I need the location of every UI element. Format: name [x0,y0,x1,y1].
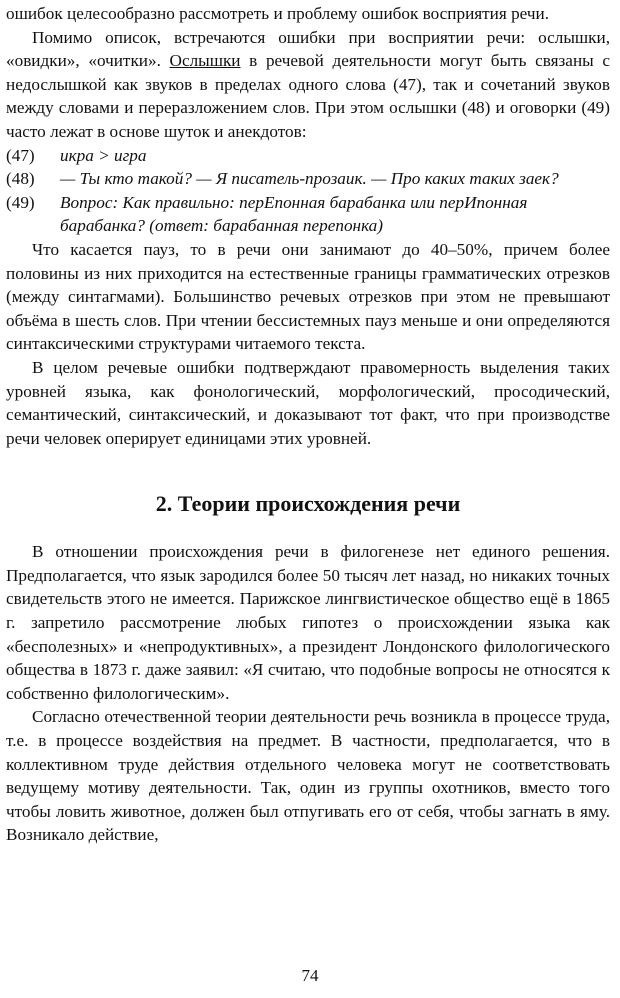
paragraph-origin: В отношении происхождения речи в филогенезе нет единого решения. Предполагается, что язык зародился более 50 тысяч лет назад, но никаких точных свидетельств этого не имеется. Парижское лингвистическое общество ещё в 1865 г. запретило рассмотрение любых гипотез о происхождении языка как «бесполезных» и «непродуктивных», а президент Лондонского филологического общества в 1873 г. даже заявил: «Я считаю, что подобные вопросы не относятся к собственно филологическим». [6,542,610,703]
paragraph-misperception [6,26,610,144]
page-number: 74 [301,966,319,985]
example-48 [6,167,610,191]
example-text: — Ты кто такой? — Я писатель-прозаик. — Про каких таких заек? [60,169,559,189]
paragraph-text: Помимо описок, встречаются ошибки при восприятии речи: ослышки, «овидки», «очитки». [6,27,610,71]
example-number: (47) [6,145,35,165]
paragraph-text: в речевой деятельности могут быть связаны с недослышкой как звуков в пределах одного слова (47), так и сочетаний звуков между словами и переразложением слов. При этом ослышки (48) и оговорки (49) часто лежат в основе шуток и анекдотов: [6,51,610,141]
paragraph-continuation: ошибок целесообразно рассмотреть и проблему ошибок восприятия речи. [6,4,550,23]
paragraph-activity-theory: Согласно отечественной теории деятельности речь возникла в процессе труда, т.е. в процессе воздействия на предмет. В частности, предполагается, что в коллективном труде действия отдельного человека могут не соответствовать ведущему мотиву деятельности. Так, один из группы охотников, вместо того чтобы ловить животное, должен был отпугивать его от себя, чтобы загнать в яму. Возникало действие, [6,707,610,845]
underlined-term: Ослышки [169,51,241,71]
example-47 [6,144,610,168]
example-text: Вопрос: Как правильно: перЕпонная барабанка или перИпонная барабанка? (ответ: барабанная перепонка) [60,192,528,236]
paragraph-pauses: Что касается пауз, то в речи они занимают до 40–50%, причем более половины из них приходится на естественные границы грамматических отрезков (между синтагмами). Большинство речевых отрезков при этом не превышают объёма в шесть слов. При чтении бессистемных пауз меньше и они определяются синтаксическими структурами читаемого текста. [6,239,610,354]
example-49 [6,191,610,238]
example-number: (49) [6,192,35,212]
example-number: (48) [6,169,35,189]
section-heading: 2. Теории происхождения речи [155,491,461,517]
example-text: икра > игра [60,145,147,165]
paragraph-speech-errors: В целом речевые ошибки подтверждают правомерность выделения таких уровней языка, как фонологический, морфологический, просодический, семантический, синтаксический, и доказывают тот факт, что при производстве речи человек оперирует единицами этих уровней. [6,357,610,448]
